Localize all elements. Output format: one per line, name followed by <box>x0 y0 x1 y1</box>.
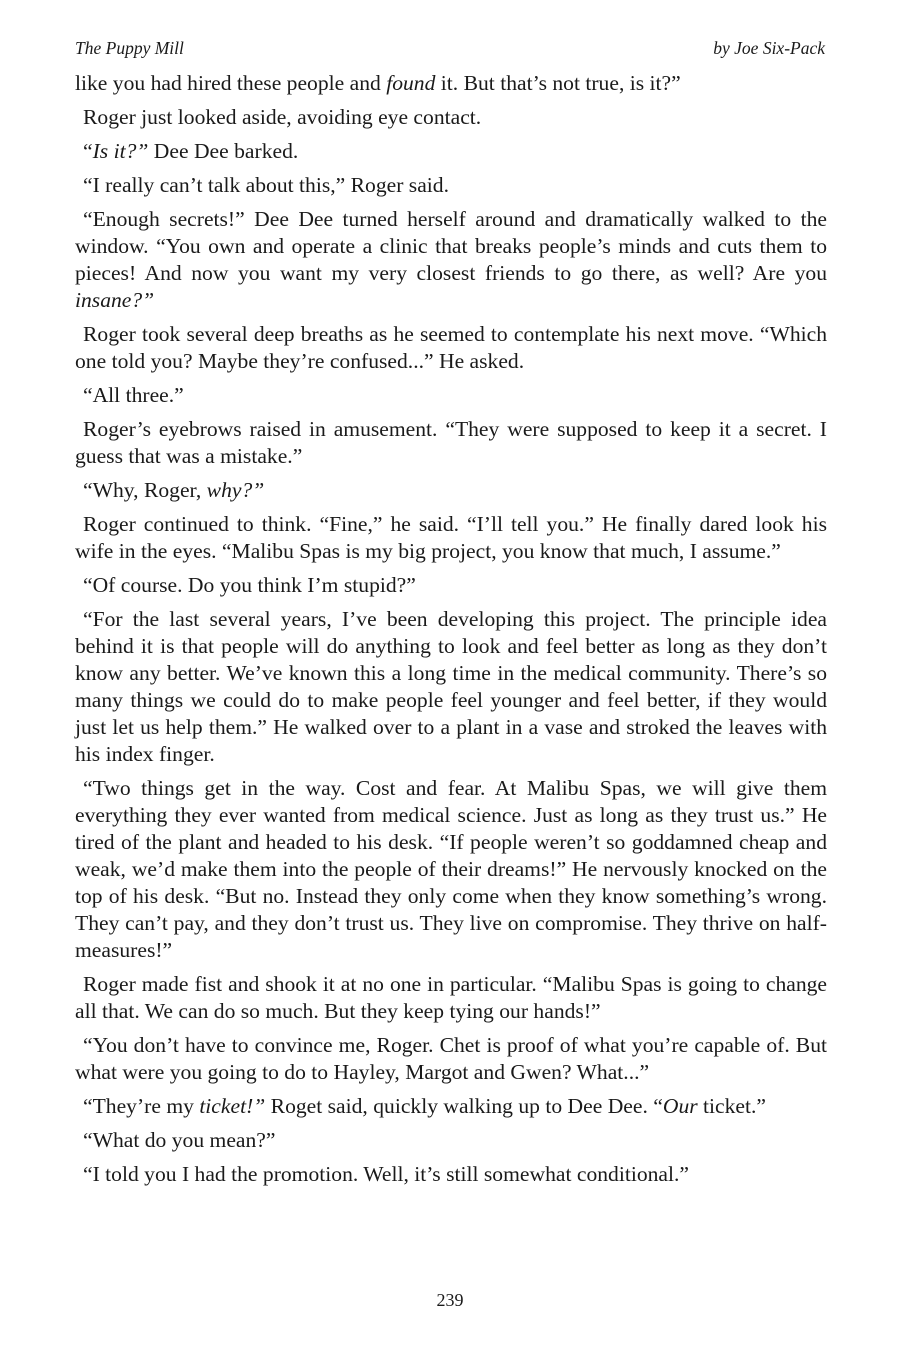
paragraph: “You don’t have to convince me, Roger. Chet is proof of what you’re capable of. But what were you going to do to Hayley, Margot and Gwen? What...” <box>75 1033 827 1084</box>
paragraph: Roger took several deep breaths as he seemed to contemplate his next move. “Which one told you? Maybe they’re confused...” He asked. <box>75 322 827 373</box>
paragraph: “Two things get in the way. Cost and fear. At Malibu Spas, we will give them everything they ever wanted from medical science. Just as long as they trust us.” He tired of the plant and headed to his desk. “If people weren’t so goddamned cheap and weak, we’d make them into the people of their dreams!” He nervously knocked on the top of his desk. “But no. Instead they only come when they know something’s wrong. They can’t pay, and they don’t trust us. They live on compromise. They thrive on half-measures!” <box>75 776 827 962</box>
author-name: by Joe Six-Pack <box>713 38 825 58</box>
paragraph: “Enough secrets!” Dee Dee turned herself around and dramatically walked to the window. “You own and operate a clinic that breaks people’s minds and cuts them to pieces! And now you want my very closest friends to go there, as well? Are you insane?” <box>75 207 827 312</box>
paragraph: Roger continued to think. “Fine,” he said. “I’ll tell you.” He finally dared look his wife in the eyes. “Malibu Spas is my big project, you know that much, I assume.” <box>75 512 827 563</box>
paragraph: “Why, Roger, why?” <box>83 478 265 502</box>
paragraph: “Of course. Do you think I’m stupid?” <box>83 573 416 597</box>
page-number: 239 <box>436 1290 464 1310</box>
paragraph: Roger made fist and shook it at no one in particular. “Malibu Spas is going to change all that. We can do so much. But they keep tying our hands!” <box>75 972 827 1023</box>
paragraph: “What do you mean?” <box>83 1128 276 1152</box>
paragraph: “They’re my ticket!” Roget said, quickly walking up to Dee Dee. “Our ticket.” <box>83 1094 767 1118</box>
paragraph: “I told you I had the promotion. Well, it’s still somewhat conditional.” <box>83 1162 689 1186</box>
paragraph: “For the last several years, I’ve been developing this project. The principle idea behind it is that people will do anything to look and feel better as long as they don’t know any better. We’ve known this a long time in the medical community. There’s so many things we could do to make people feel younger and feel better, if they would just let us help them.” He walked over to a plant in a vase and stroked the leaves with his index finger. <box>75 607 827 766</box>
paragraph: “All three.” <box>83 383 184 407</box>
book-title: The Puppy Mill <box>75 38 184 58</box>
paragraph: Roger just looked aside, avoiding eye contact. <box>83 105 482 129</box>
running-header <box>75 38 825 62</box>
page-body <box>75 70 827 1195</box>
paragraph: Roger’s eyebrows raised in amusement. “They were supposed to keep it a secret. I guess that was a mistake.” <box>75 417 827 468</box>
paragraph: “Is it?” Dee Dee barked. <box>83 139 299 163</box>
paragraph: like you had hired these people and found it. But that’s not true, is it?” <box>75 71 681 95</box>
paragraph: “I really can’t talk about this,” Roger said. <box>83 173 449 197</box>
